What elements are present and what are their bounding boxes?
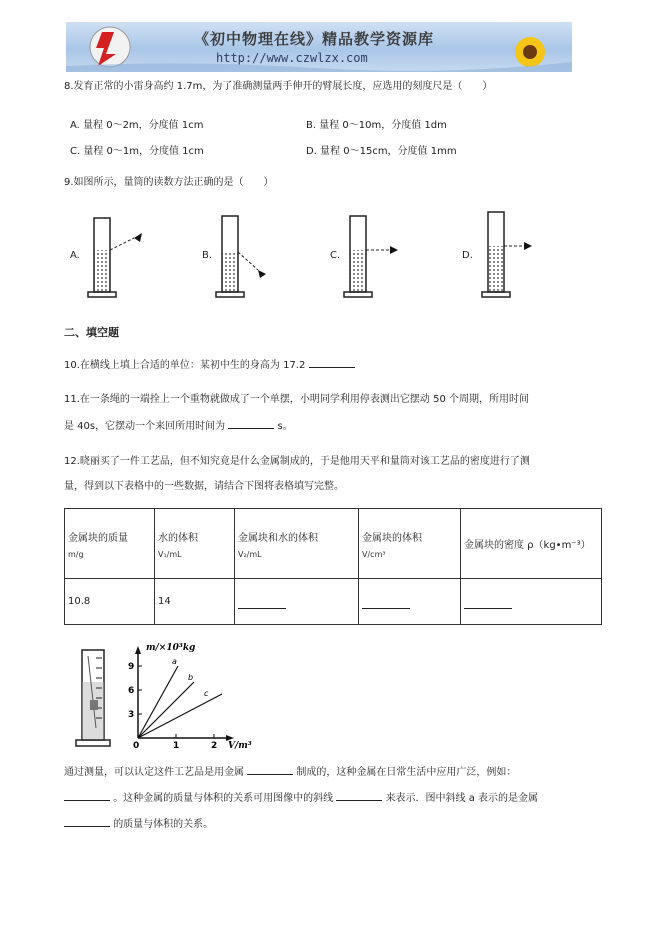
- header-metal-volume: [359, 509, 461, 579]
- cylinder-c: [344, 216, 398, 297]
- graduated-cylinder-figure: [74, 648, 114, 752]
- label-c: c: [204, 689, 209, 698]
- data-table: [64, 508, 602, 625]
- q9-label-d: D.: [462, 250, 473, 261]
- after-l1a: 通过测量，可以认定这件工艺品是用金属: [64, 767, 244, 778]
- header-density: [461, 509, 602, 579]
- cell-total-blank[interactable]: [238, 608, 286, 609]
- q11-line2: [64, 418, 293, 434]
- after-l1b: 制成的，这种金属在日常生活中应用广泛，例如：: [296, 767, 517, 778]
- q8-option-c: C. 量程 0～1m，分度值 1cm: [70, 146, 204, 157]
- q8-option-d: D. 量程 0～15cm，分度值 1mm: [306, 146, 457, 157]
- header-water-unit: V₁/mL: [158, 549, 182, 559]
- blank-example[interactable]: [64, 790, 110, 801]
- cylinder-a: [88, 218, 142, 297]
- q10-blank[interactable]: [309, 357, 355, 368]
- q9-label-c: C.: [330, 250, 341, 261]
- header-water-label: 水的体积: [158, 532, 198, 544]
- header-water-volume: [155, 509, 235, 579]
- q9-stem: 9.如图所示，量筒的读数方法正确的是（ ）: [64, 177, 274, 188]
- header-mass-label: 金属块的质量: [68, 532, 128, 544]
- graph-ylabel: m/×10³kg: [146, 643, 196, 653]
- cell-metal-volume: [359, 579, 461, 625]
- header-total-unit: V₂/mL: [238, 549, 262, 559]
- header-total-label: 金属块和水的体积: [238, 532, 318, 544]
- cell-water-volume: 14: [155, 579, 235, 625]
- cell-density: [461, 579, 602, 625]
- line-b: [138, 682, 194, 738]
- q10-text: 10.在横线上填上合适的单位：某初中生的身高为 17.2: [64, 360, 306, 371]
- blank-line[interactable]: [336, 790, 382, 801]
- cell-total-volume: [235, 579, 359, 625]
- cell-volume-blank[interactable]: [362, 608, 410, 609]
- table-header-row: [65, 509, 602, 579]
- xtick-0: 0: [133, 741, 140, 751]
- table-row: [65, 579, 602, 625]
- ytick-6: 6: [128, 686, 135, 696]
- header-volume-unit: V/cm³: [362, 549, 386, 559]
- after-l2a: 。这种金属的质量与体积的关系可用图像中的斜线: [113, 793, 334, 804]
- q9-label-b: B.: [202, 250, 213, 261]
- blank-metal-a[interactable]: [64, 816, 110, 827]
- q11-line2b: s。: [277, 421, 293, 432]
- q12-after-line2: [64, 790, 538, 806]
- ytick-9: 9: [128, 662, 135, 672]
- banner-title: 《初中物理在线》精品教学资源库: [194, 30, 435, 48]
- cell-mass: 10.8: [65, 579, 155, 625]
- ytick-3: 3: [128, 710, 135, 720]
- header-banner: [66, 22, 572, 72]
- xtick-2: 2: [211, 741, 218, 751]
- after-l2b: 来表示．图中斜线 a 表示的是金属: [385, 793, 539, 804]
- cylinder-b: [216, 216, 266, 297]
- header-total-volume: [235, 509, 359, 579]
- header-volume-label: 金属块的体积: [362, 532, 422, 544]
- q12-after-line3: [64, 816, 213, 832]
- header-density-label: 金属块的密度 ρ（kg•m⁻³）: [464, 540, 591, 551]
- graph-xlabel: V/m³: [228, 741, 252, 751]
- q10: [64, 357, 355, 373]
- mass-volume-graph: [122, 642, 262, 752]
- after-l3b: 的质量与体积的关系。: [113, 819, 214, 830]
- header-mass: [65, 509, 155, 579]
- q12-after-line1: [64, 764, 516, 780]
- blank-metal[interactable]: [247, 764, 293, 775]
- q12-line1: 12.晓丽买了一件工艺品，但不知究竟是什么金属制成的，于是他用天平和量筒对该工艺品的密度进行了测: [64, 456, 530, 467]
- cylinder-d: [482, 212, 532, 297]
- banner-url: http://www.czwlzx.com: [216, 51, 368, 65]
- q8-option-a: A. 量程 0～2m，分度值 1cm: [70, 120, 204, 131]
- xtick-1: 1: [173, 741, 180, 751]
- label-a: a: [172, 657, 177, 666]
- q11-line2a: 是 40s，它摆动一个来回所用时间为: [64, 421, 226, 432]
- label-b: b: [188, 673, 194, 682]
- cell-density-blank[interactable]: [464, 608, 512, 609]
- q9-label-a: A.: [70, 250, 80, 261]
- q11-line1: 11.在一条绳的一端拴上一个重物就做成了一个单摆，小明同学利用停表测出它摆动 50 个周期，所用时间: [64, 394, 529, 405]
- header-mass-unit: m/g: [68, 549, 84, 559]
- section-title: 二、填空题: [64, 326, 119, 339]
- q12-line2: 量，得到以下表格中的一些数据，请结合下图将表格填写完整。: [64, 481, 344, 492]
- q8-stem: 8.发育正常的小雷身高约 1.7m，为了准确测量两手伸开的臂展长度，应选用的刻度尺是（ ）: [64, 81, 493, 92]
- q9-cylinder-figures: [64, 208, 564, 308]
- q8-option-b: B. 量程 0～10m，分度值 1dm: [306, 120, 447, 131]
- q11-blank[interactable]: [228, 418, 274, 429]
